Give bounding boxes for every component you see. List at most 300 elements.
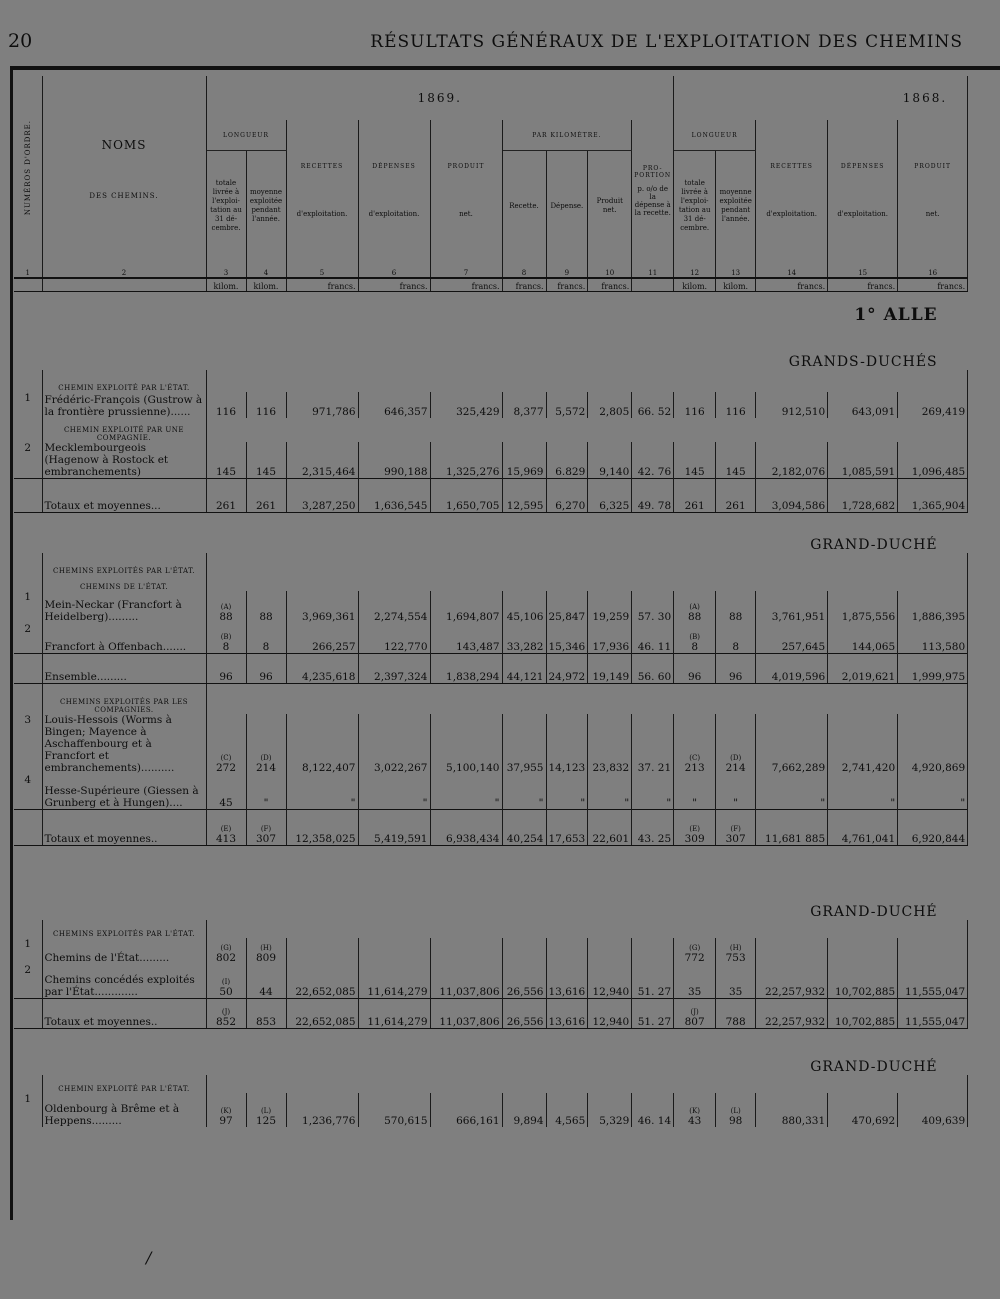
- header-years: [14, 76, 968, 120]
- table-row: [14, 964, 968, 998]
- recette-km-header: Recette.: [502, 151, 546, 262]
- cell: [206, 774, 246, 810]
- cell: [502, 938, 546, 964]
- cell-value: 25,847: [548, 611, 586, 623]
- cell: [246, 1093, 286, 1127]
- cell: [286, 1093, 358, 1127]
- cell-value: 145: [725, 466, 746, 478]
- cell: [756, 392, 828, 418]
- cell-value: ": [263, 797, 269, 809]
- cell: [588, 1093, 632, 1127]
- cell: [828, 591, 898, 623]
- cell-value: 98: [728, 1114, 743, 1127]
- cell-value: 12,595: [506, 500, 544, 512]
- cell-value: 269,419: [921, 406, 966, 418]
- cell-value: 853: [255, 1015, 277, 1028]
- cell: [246, 938, 286, 964]
- cell-value: 96: [728, 670, 743, 683]
- cell-value: 3,094,586: [771, 500, 826, 512]
- cell-value: ": [580, 797, 586, 809]
- cell: [358, 653, 430, 683]
- row-name: Hesse-Supérieure (Giessen à Grunberg et à Hungen)....: [42, 774, 206, 810]
- noms-header: NOMS DES CHEMINS.: [42, 76, 206, 261]
- cell: [756, 964, 828, 998]
- cell: [756, 774, 828, 810]
- cell-value: 5,419,591: [374, 833, 428, 845]
- cell: [246, 591, 286, 623]
- totals-row: [14, 810, 968, 846]
- year-1869: 1869.: [206, 76, 674, 120]
- cell-value: 116: [255, 406, 277, 418]
- cell-value: 143,487: [456, 640, 500, 653]
- cell-value: 470,692: [851, 1114, 896, 1127]
- block-4: CHEMIN EXPLOITÉ PAR L'ÉTAT. 1 Oldenbourg à Brême et à Heppens......... (K) 97 (L) 125 1,236,776 570,615 666,161 9,894 4,565 5,329 46. 14 (K) 43 (L) 98 880,331 470,692 409,639: [14, 1075, 968, 1127]
- cell: [632, 392, 674, 418]
- cell-value: 116: [725, 406, 746, 418]
- cell: [502, 392, 546, 418]
- cell-value: 17,936: [592, 640, 630, 653]
- cell-value: 1,085,591: [841, 466, 896, 478]
- cell-value: 45,106: [506, 611, 544, 623]
- cell-value: 23,832: [592, 761, 630, 774]
- cell-value: 9,894: [513, 1114, 544, 1127]
- cell: [502, 714, 546, 774]
- cell: [588, 998, 632, 1028]
- totals-row: [14, 653, 968, 683]
- cell: [632, 1093, 674, 1127]
- cell: [546, 623, 588, 653]
- cell-value: 409,639: [921, 1114, 966, 1127]
- row-name: Mein-Neckar (Francfort à Heidelberg).........: [42, 591, 206, 623]
- cell: [674, 714, 716, 774]
- cell: [430, 714, 502, 774]
- row-number: 1: [14, 1093, 42, 1127]
- row-number: [14, 653, 42, 683]
- cell: [546, 442, 588, 479]
- cell: [674, 964, 716, 998]
- cell-value: 12,940: [592, 985, 630, 998]
- cell: [430, 810, 502, 846]
- cell-value: 88: [259, 611, 273, 623]
- cell-value: ": [960, 797, 966, 809]
- cell: [206, 714, 246, 774]
- block-3: CHEMINS EXPLOITÉS PAR L'ÉTAT. 1 Chemins de l'État......... (G) 802 (H) 809 (G) 772 (H) 753 2 Chemins concédés exploités par l'État............. (I) 50 44 22,652,085 11,614,279 11,037,806 26,556 13,616 12,940 51. 27 35 35 22,257,932 10,702,885 11,555,047 Totaux et moyennes.. (J) 852 853 22,652,085 11,614,279 11,037,806 26,556 13,616 12,940 51. 27 (J) 807 788 22,257,932 10,702,885 11,555,047: [14, 920, 968, 1028]
- cell: [828, 938, 898, 964]
- cell: [588, 623, 632, 653]
- cell-value: 43: [687, 1114, 702, 1127]
- cell: [632, 591, 674, 623]
- cell-value: 33,282: [506, 640, 544, 653]
- cell: [588, 714, 632, 774]
- cell-value: 10,702,885: [835, 1015, 896, 1028]
- cell: [206, 591, 246, 623]
- cell: [716, 392, 756, 418]
- footnote-marker: (A): [220, 603, 232, 611]
- cell-value: 261: [725, 500, 746, 512]
- cell: [674, 591, 716, 623]
- cell: [246, 623, 286, 653]
- footnote-marker: (A): [689, 603, 700, 611]
- cell: [898, 653, 968, 683]
- cell-value: 2,274,554: [374, 611, 428, 623]
- cell: [716, 998, 756, 1028]
- cell-value: 97: [219, 1114, 233, 1127]
- cell: [898, 714, 968, 774]
- cell: [828, 774, 898, 810]
- cell: [716, 479, 756, 513]
- cell: [716, 774, 756, 810]
- cell: [430, 998, 502, 1028]
- cell-value: 753: [725, 952, 746, 964]
- cell-value: 4,761,041: [841, 833, 896, 845]
- cell: [206, 810, 246, 846]
- cell-value: 96: [219, 670, 233, 683]
- table-row: [14, 392, 968, 418]
- footnote-marker: (K): [689, 1106, 700, 1115]
- cell: [716, 810, 756, 846]
- cell-value: 46. 14: [637, 1114, 672, 1127]
- cell: [828, 810, 898, 846]
- cell: [828, 392, 898, 418]
- cell-value: ": [494, 797, 500, 809]
- cell: [898, 964, 968, 998]
- cell-value: 12,940: [592, 1015, 630, 1028]
- cell-value: 5,572: [555, 406, 586, 418]
- totale-1868-header: totale livrée à l'exploi-tation au 31 dé-cembre.: [674, 151, 716, 262]
- produit-header: PRODUIT net.: [430, 120, 502, 261]
- cell: [246, 810, 286, 846]
- section-grand-duche-1: GRAND-DUCHÉ: [810, 537, 938, 553]
- section-grands-duches: GRANDS-DUCHÉS: [788, 354, 938, 370]
- cell: [502, 479, 546, 513]
- cell: [632, 810, 674, 846]
- cell: [502, 998, 546, 1028]
- cell: [632, 714, 674, 774]
- cell-value: 44: [259, 985, 273, 998]
- cell: [358, 964, 430, 998]
- cell: [502, 623, 546, 653]
- cell-value: 145: [215, 466, 237, 478]
- cell-value: 1,875,556: [841, 611, 896, 623]
- row-name: Louis-Hessois (Worms à Bingen; Mayence à Aschaffenbourg et à Francfort et embranchements)..........: [42, 714, 206, 774]
- cell-value: 44,121: [506, 670, 544, 683]
- cell-value: 22,257,932: [765, 1015, 826, 1028]
- cell: [246, 442, 286, 479]
- cell: [674, 623, 716, 653]
- page-number: 20: [8, 30, 33, 52]
- label-row: CHEMIN EXPLOITÉ PAR L'ÉTAT.: [14, 370, 968, 392]
- cell-value: 1,728,682: [841, 500, 896, 512]
- cell: [430, 938, 502, 964]
- cell-value: 11,614,279: [367, 985, 428, 998]
- longueur-1868-header: LONGUEUR: [674, 120, 756, 151]
- cell: [206, 653, 246, 683]
- cell-value: 35: [687, 985, 702, 998]
- row-number: [14, 998, 42, 1028]
- cell-value: ": [890, 797, 896, 809]
- cell-value: 1,886,395: [911, 611, 966, 623]
- cell: [756, 998, 828, 1028]
- cell: [546, 653, 588, 683]
- cell: [502, 774, 546, 810]
- cell-value: 1,096,485: [911, 466, 966, 478]
- results-table: [14, 76, 968, 1127]
- cell-value: 14,123: [548, 761, 586, 774]
- cell: [206, 938, 246, 964]
- cell-value: 3,761,951: [771, 611, 826, 623]
- cell: [632, 479, 674, 513]
- cell-value: 307: [725, 833, 746, 845]
- cell: [898, 623, 968, 653]
- cell-value: 261: [215, 500, 237, 512]
- cell: [756, 1093, 828, 1127]
- cell: [286, 479, 358, 513]
- cell-value: ": [666, 797, 672, 809]
- cell: [716, 623, 756, 653]
- cell-value: ": [692, 797, 698, 809]
- cell-value: 17,653: [548, 833, 586, 845]
- moyenne-header: moyenne exploitée pendant l'année.: [246, 151, 286, 262]
- cell-value: 325,429: [456, 406, 500, 418]
- footnote-marker: (B): [220, 632, 232, 641]
- cell: [588, 653, 632, 683]
- cell: [898, 591, 968, 623]
- cell: [430, 1093, 502, 1127]
- cell: [632, 653, 674, 683]
- cell-value: 50: [219, 985, 233, 998]
- cell-value: 26,556: [506, 1015, 544, 1028]
- page-header: [8, 30, 963, 56]
- cell-value: 6.829: [555, 466, 586, 478]
- cell: [206, 479, 246, 513]
- totale-header: totale livrée à l'exploi-tation au 31 dé-cembre.: [206, 151, 246, 262]
- cell: [246, 774, 286, 810]
- cell-value: 1,636,545: [374, 500, 428, 512]
- table-row: [14, 938, 968, 964]
- cell-value: 51. 27: [637, 1015, 672, 1028]
- cell: [756, 714, 828, 774]
- row-number: 4: [14, 774, 42, 810]
- column-numbers: 1 2 3 4 5 6 7 8 9 10 11 12 13 14 15 16: [14, 261, 968, 278]
- cell: [588, 392, 632, 418]
- cell-value: 802: [215, 952, 237, 964]
- cell-value: 6,270: [555, 500, 586, 512]
- footnote-marker: (D): [260, 753, 272, 762]
- depenses-header: DÉPENSES d'exploitation.: [358, 120, 430, 261]
- cell-value: 2,805: [599, 406, 630, 418]
- cell-value: 66. 52: [637, 406, 672, 418]
- cell-value: 213: [684, 761, 705, 774]
- cell: [546, 479, 588, 513]
- cell: [502, 591, 546, 623]
- cell-value: 307: [255, 833, 277, 845]
- cell: [674, 810, 716, 846]
- cell-value: 4,235,618: [302, 670, 356, 683]
- cell-value: 57. 30: [637, 611, 672, 623]
- cell: [206, 392, 246, 418]
- footer-mark: /: [146, 1248, 152, 1267]
- cell-value: 19,149: [592, 670, 630, 683]
- cell: [716, 591, 756, 623]
- cell-value: 5,100,140: [446, 761, 500, 774]
- cell: [430, 479, 502, 513]
- cell-value: 266,257: [312, 640, 356, 653]
- cell-value: 122,770: [384, 640, 428, 653]
- footnote-marker: (E): [689, 825, 700, 833]
- cell-value: 8: [222, 640, 230, 653]
- cell-value: 6,938,434: [446, 833, 500, 845]
- recettes-1868-header: RECETTES d'exploitation.: [756, 120, 828, 261]
- cell: [716, 964, 756, 998]
- footnote-marker: (I): [221, 977, 231, 986]
- cell-value: 116: [215, 406, 237, 418]
- cell-value: 8: [691, 640, 698, 653]
- cell: [828, 623, 898, 653]
- cell-value: 880,331: [781, 1114, 826, 1127]
- cell-value: ": [422, 797, 428, 809]
- cell-value: 11,555,047: [905, 1015, 966, 1028]
- cell: [898, 392, 968, 418]
- cell: [246, 998, 286, 1028]
- cell: [632, 998, 674, 1028]
- cell-value: 1,694,807: [446, 611, 500, 623]
- cell: [588, 964, 632, 998]
- cell-value: 3,287,250: [302, 500, 356, 512]
- cell-value: 13,616: [548, 985, 586, 998]
- cell-value: 214: [255, 761, 277, 774]
- cell-value: 2,182,076: [771, 466, 826, 478]
- cell: [898, 1093, 968, 1127]
- cell: [828, 442, 898, 479]
- cell-value: 22,257,932: [765, 985, 826, 998]
- row-name: Chemins de l'État.........: [42, 938, 206, 964]
- table-row: [14, 774, 968, 810]
- cell-value: 42. 76: [637, 466, 672, 478]
- cell-value: 11,555,047: [905, 985, 966, 998]
- cell: [206, 623, 246, 653]
- cell: [898, 938, 968, 964]
- footnote-marker: (E): [220, 825, 232, 833]
- footnote-marker: (L): [260, 1106, 272, 1115]
- units-row: kilom. kilom. francs. francs. francs. francs. francs. francs. kilom. kilom. francs. francs. francs.: [14, 278, 968, 292]
- cell: [632, 442, 674, 479]
- par-kilometre-header: PAR KILOMÈTRE.: [502, 120, 632, 151]
- cell: [588, 810, 632, 846]
- cell-value: 990,188: [384, 466, 428, 478]
- cell: [358, 623, 430, 653]
- cell-value: 88: [219, 611, 233, 623]
- row-number: 1: [14, 938, 42, 964]
- depense-km-header: Dépense.: [546, 151, 588, 262]
- cell: [828, 653, 898, 683]
- cell-value: 19,259: [592, 611, 630, 623]
- cell: [546, 591, 588, 623]
- cell: [674, 442, 716, 479]
- table-row: [14, 1093, 968, 1127]
- cell: [632, 964, 674, 998]
- cell-value: 113,580: [921, 640, 966, 653]
- proportion-header: PRO-PORTION p. o/o de la dépense à la recette.: [632, 120, 674, 261]
- cell-value: 22,652,085: [295, 985, 356, 998]
- cell-value: 96: [259, 670, 273, 683]
- cell: [674, 938, 716, 964]
- cell-value: 11,037,806: [439, 1015, 500, 1028]
- cell-value: 4,019,596: [771, 670, 826, 683]
- cell: [246, 479, 286, 513]
- totals-row: [14, 998, 968, 1028]
- cell: [898, 810, 968, 846]
- cell: [546, 998, 588, 1028]
- table-row: [14, 591, 968, 623]
- cell: [358, 810, 430, 846]
- cell: [674, 392, 716, 418]
- cell: [756, 623, 828, 653]
- moyenne-1868-header: moyenne exploitée pendant l'année.: [716, 151, 756, 262]
- cell-value: 145: [255, 466, 277, 478]
- cell: [588, 774, 632, 810]
- footnote-marker: (B): [689, 632, 700, 641]
- block-1: [14, 370, 968, 513]
- footnote-marker: (K): [220, 1106, 232, 1115]
- longueur-header: LONGUEUR: [206, 120, 286, 151]
- footnote-marker: (H): [729, 944, 742, 952]
- footnote-marker: (G): [689, 944, 701, 952]
- cell-value: 116: [684, 406, 705, 418]
- cell: [430, 442, 502, 479]
- footnote-marker: (C): [220, 753, 232, 762]
- cell-value: 51. 27: [637, 985, 672, 998]
- cell-value: 15,346: [548, 640, 586, 653]
- cell: [206, 998, 246, 1028]
- cell: [756, 810, 828, 846]
- cell: [286, 714, 358, 774]
- cell-value: 125: [255, 1114, 277, 1127]
- cell: [206, 1093, 246, 1127]
- cell-value: 1,999,975: [911, 670, 966, 683]
- cell: [546, 964, 588, 998]
- cell: [588, 442, 632, 479]
- cell: [716, 714, 756, 774]
- cell: [286, 998, 358, 1028]
- cell-value: 8: [732, 640, 739, 653]
- footnote-marker: (J): [690, 1007, 699, 1016]
- cell-value: ": [350, 797, 356, 809]
- footnote-marker: (D): [730, 753, 742, 762]
- cell-value: 22,652,085: [295, 1015, 356, 1028]
- cell-value: ": [624, 797, 630, 809]
- page-title: RÉSULTATS GÉNÉRAUX DE L'EXPLOITATION DES CHEMINS: [370, 32, 963, 52]
- cell: [206, 442, 246, 479]
- numeros-header: NUMÉROS D'ORDRE.: [14, 76, 42, 261]
- row-name: Totaux et moyennes..: [42, 810, 206, 846]
- cell-value: 807: [684, 1015, 705, 1028]
- cell-value: 1,365,904: [911, 500, 966, 512]
- cell: [716, 938, 756, 964]
- cell-value: 261: [255, 500, 277, 512]
- cell-value: 43. 25: [637, 833, 672, 845]
- recettes-header: RECETTES d'exploitation.: [286, 120, 358, 261]
- cell-value: 1,236,776: [302, 1114, 356, 1127]
- cell: [286, 774, 358, 810]
- cell-value: 852: [215, 1015, 237, 1028]
- cell-value: 37,955: [506, 761, 544, 774]
- row-number: 3: [14, 714, 42, 774]
- cell: [546, 810, 588, 846]
- cell-value: 912,510: [781, 406, 826, 418]
- cell: [358, 714, 430, 774]
- section-alle: 1° ALLE: [854, 305, 938, 325]
- cell: [246, 964, 286, 998]
